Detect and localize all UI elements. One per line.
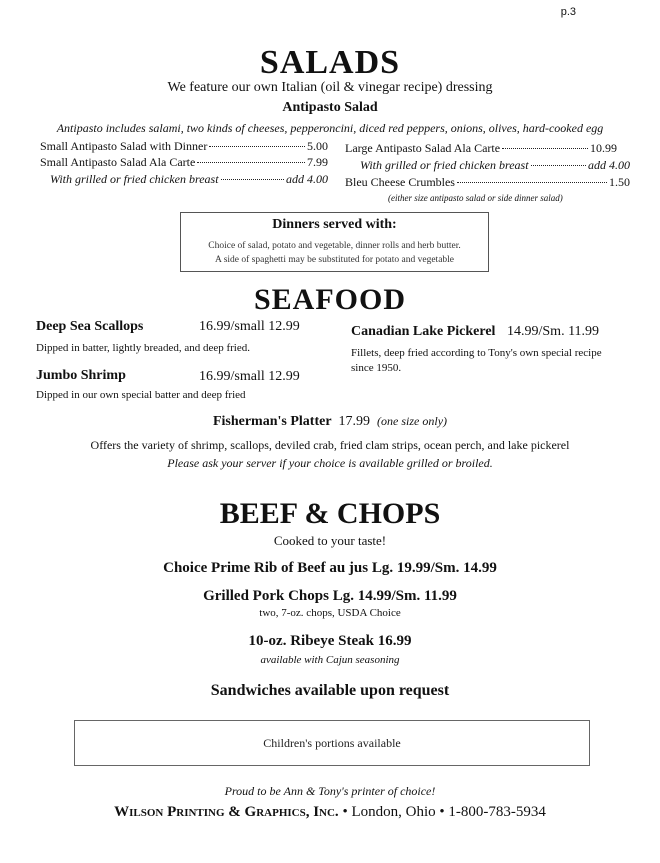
salad-item-price: add 4.00 xyxy=(588,158,630,172)
shrimp-price: 16.99/small 12.99 xyxy=(199,369,300,384)
platter-note: Please ask your server if your choice is available grilled or broiled. xyxy=(167,456,493,470)
page-number: p.3 xyxy=(560,6,576,18)
scallops-description: Dipped in batter, lightly breaded, and deep fried. xyxy=(36,342,250,354)
printer-phone: 1-800-783-5934 xyxy=(448,804,546,820)
pickerel-price: 14.99/Sm. 11.99 xyxy=(507,324,600,339)
dinners-line: A side of spaghetti may be substituted for potato and vegetable xyxy=(214,255,455,265)
beef-subtitle: Cooked to your taste! xyxy=(273,533,387,548)
printer-company: Wilson Printing & Graphics, Inc. xyxy=(114,804,339,820)
bullet-separator: • xyxy=(342,804,348,820)
beef-heading: BEEF & CHOPS xyxy=(219,497,441,530)
platter-description: Offers the variety of shrimp, scallops, deviled crab, fried clam strips, ocean perch, and lake pickerel xyxy=(90,438,570,452)
prime-rib-item: Choice Prime Rib of Beef au jus Lg. 19.99/Sm. 14.99 xyxy=(163,560,497,576)
salads-heading: SALADS xyxy=(259,44,401,81)
shrimp-description: Dipped in our own special batter and deep fried xyxy=(36,389,246,401)
fishermans-platter xyxy=(0,414,660,430)
seafood-heading: SEAFOOD xyxy=(253,283,407,316)
salad-item-price: 7.99 xyxy=(307,155,328,169)
antipasto-title: Antipasto Salad xyxy=(282,100,378,115)
salad-item-price: 5.00 xyxy=(307,139,328,153)
salad-item-label: With grilled or fried chicken breast xyxy=(360,158,529,172)
childrens-portions-box xyxy=(74,720,590,766)
salad-item xyxy=(40,139,328,154)
salad-item-label: Bleu Cheese Crumbles xyxy=(345,175,455,189)
pork-chops-item: Grilled Pork Chops Lg. 14.99/Sm. 11.99 xyxy=(203,588,457,604)
dinners-box xyxy=(180,212,489,272)
printer-location: London, Ohio xyxy=(351,804,436,820)
salad-item xyxy=(360,158,630,173)
ribeye-note: available with Cajun seasoning xyxy=(260,654,400,666)
salad-item-label: Large Antipasto Salad Ala Carte xyxy=(345,141,501,155)
childrens-portions-text: Children's portions available xyxy=(263,736,401,750)
bullet-separator: • xyxy=(439,804,445,820)
salad-item xyxy=(345,175,630,190)
salad-size-note: (either size antipasto salad or side dinner salad) xyxy=(388,193,563,203)
salad-item-label: Small Antipasto Salad Ala Carte xyxy=(40,155,196,169)
shrimp-name: Jumbo Shrimp xyxy=(36,368,126,383)
platter-price: 17.99 xyxy=(338,414,371,429)
salad-item-label: Small Antipasto Salad with Dinner xyxy=(40,139,208,153)
salad-item xyxy=(40,155,328,170)
salad-item-price: 1.50 xyxy=(609,175,630,189)
dinners-title: Dinners served with: xyxy=(272,217,397,232)
printer-info xyxy=(0,804,660,821)
salads-subtitle: We feature our own Italian (oil & vinegar recipe) dressing xyxy=(167,80,493,95)
sandwiches-note: Sandwiches available upon request xyxy=(210,682,450,699)
dinners-line: Choice of salad, potato and vegetable, dinner rolls and herb butter. xyxy=(208,241,461,251)
dinners-text xyxy=(181,239,488,267)
antipasto-description: Antipasto includes salami, two kinds of cheeses, pepperoncini, diced red peppers, onions, olives, hard-cooked egg xyxy=(56,121,604,135)
salad-item-price: 10.99 xyxy=(590,141,617,155)
salad-item-label: With grilled or fried chicken breast xyxy=(50,172,219,186)
pork-chops-note: two, 7-oz. chops, USDA Choice xyxy=(259,607,401,619)
scallops-name: Deep Sea Scallops xyxy=(36,319,144,334)
salad-item xyxy=(345,141,617,156)
printer-credit: Proud to be Ann & Tony's printer of choice! xyxy=(224,784,436,798)
pickerel-name: Canadian Lake Pickerel xyxy=(351,324,496,339)
pickerel-description: Fillets, deep fried according to Tony's own special recipe since 1950. xyxy=(351,347,602,374)
ribeye-item: 10-oz. Ribeye Steak 16.99 xyxy=(248,633,412,649)
scallops-price: 16.99/small 12.99 xyxy=(199,319,300,334)
salad-item xyxy=(50,172,328,187)
platter-name: Fisherman's Platter xyxy=(212,414,332,429)
salad-item-price: add 4.00 xyxy=(286,172,328,186)
platter-size-note: (one size only) xyxy=(377,414,448,428)
